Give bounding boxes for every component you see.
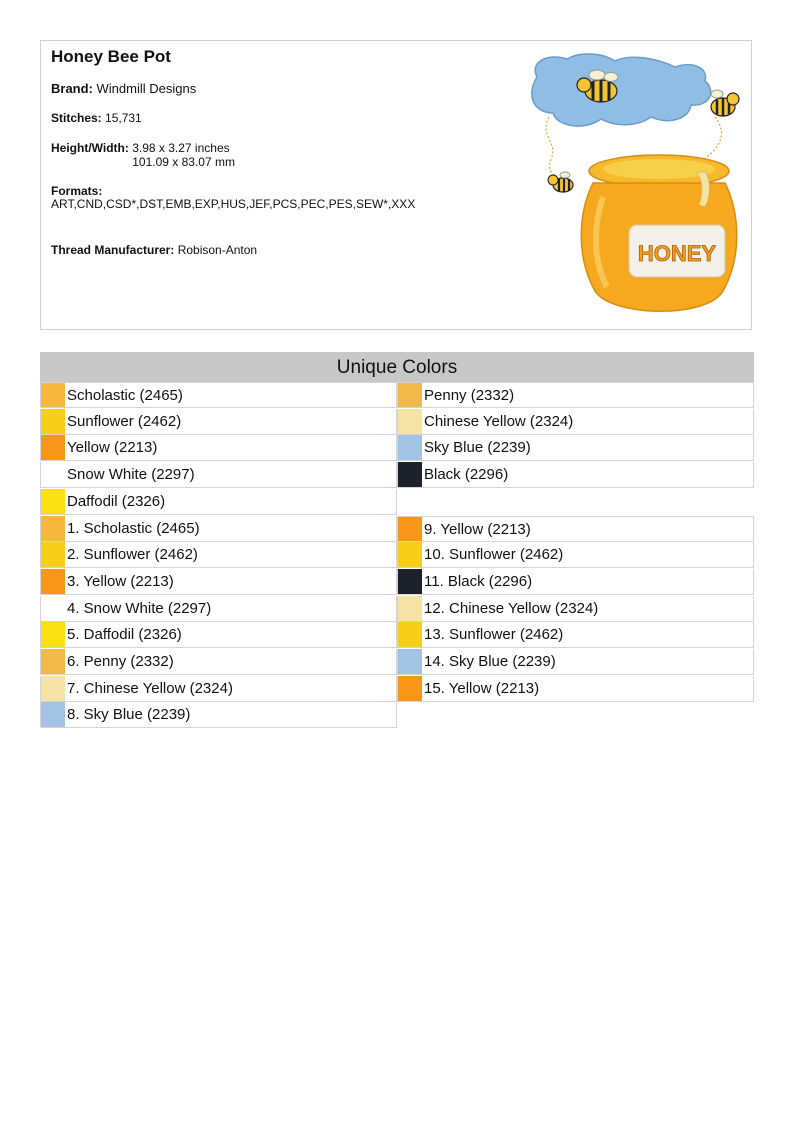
color-row xyxy=(397,462,754,488)
color-row xyxy=(40,462,397,488)
color-name: Scholastic (2465) xyxy=(67,387,183,404)
color-swatch xyxy=(41,409,65,434)
color-name: Daffodil (2326) xyxy=(67,492,166,510)
color-row xyxy=(40,516,397,542)
bee-icon-3 xyxy=(548,172,573,192)
color-name: 13. Sunflower (2462) xyxy=(424,626,564,644)
color-swatch xyxy=(398,676,422,701)
color-row xyxy=(40,596,397,622)
brand-value: Windmill Designs xyxy=(96,81,197,96)
color-name: 10. Sunflower (2462) xyxy=(424,546,564,564)
color-row xyxy=(40,382,397,408)
thread-manufacturer-value: Robison-Anton xyxy=(177,243,258,257)
color-swatch xyxy=(41,462,65,487)
color-swatch xyxy=(398,649,422,674)
color-swatch xyxy=(398,409,422,434)
honey-pot-embroidery-image xyxy=(519,47,749,327)
color-name: 11. Black (2296) xyxy=(424,572,533,590)
color-name: Penny (2332) xyxy=(424,387,515,404)
color-row xyxy=(397,596,754,622)
sky-cloud xyxy=(532,54,711,126)
color-row xyxy=(40,435,397,461)
design-title: Honey Bee Pot xyxy=(51,47,171,66)
color-swatch xyxy=(41,622,65,647)
color-row xyxy=(40,702,397,728)
color-name: 4. Snow White (2297) xyxy=(67,599,212,617)
design-info-panel xyxy=(40,40,752,330)
thread-manufacturer-label: Thread Manufacturer: xyxy=(51,243,175,257)
color-name: Black (2296) xyxy=(424,466,509,484)
color-row xyxy=(397,409,754,435)
color-row xyxy=(397,435,754,461)
color-swatch xyxy=(398,596,422,621)
formats-value: ART,CND,CSD*,DST,EMB,EXP,HUS,JEF,PCS,PEC,PES,SEW*,XXX xyxy=(51,197,416,211)
brand-field xyxy=(51,82,196,96)
color-swatch xyxy=(41,596,65,621)
color-name: 9. Yellow (2213) xyxy=(424,520,531,538)
bee-icon-2 xyxy=(711,90,739,116)
color-name: 14. Sky Blue (2239) xyxy=(424,653,556,670)
height-width-field xyxy=(51,141,235,169)
color-row xyxy=(40,569,397,595)
color-name: Sky Blue (2239) xyxy=(424,439,531,457)
color-name: 8. Sky Blue (2239) xyxy=(67,706,191,724)
stitches-field xyxy=(51,111,142,125)
color-swatch xyxy=(398,569,422,594)
color-name: Yellow (2213) xyxy=(67,439,158,457)
color-swatch xyxy=(41,569,65,594)
stitches-value: 15,731 xyxy=(105,111,142,125)
color-row xyxy=(397,542,754,568)
color-name: 2. Sunflower (2462) xyxy=(67,546,198,564)
honey-pot-icon xyxy=(581,155,737,311)
color-swatch xyxy=(398,622,422,647)
height-width-inches: 3.98 x 3.27 inches xyxy=(132,141,230,155)
color-swatch xyxy=(41,435,65,460)
color-name: 6. Penny (2332) xyxy=(67,653,174,670)
height-width-label: Height/Width: xyxy=(51,141,129,155)
color-name: 5. Daffodil (2326) xyxy=(67,626,182,644)
stitches-label: Stitches: xyxy=(51,111,102,125)
color-name: Sunflower (2462) xyxy=(67,412,182,430)
formats-label: Formats: xyxy=(51,184,103,198)
color-swatch xyxy=(398,542,422,567)
brand-label: Brand: xyxy=(51,81,93,96)
color-swatch xyxy=(41,489,65,514)
color-row xyxy=(397,569,754,595)
color-row xyxy=(397,382,754,408)
color-row xyxy=(40,676,397,702)
color-name: 7. Chinese Yellow (2324) xyxy=(67,679,233,697)
color-row xyxy=(40,542,397,568)
color-row xyxy=(40,622,397,648)
color-row xyxy=(40,409,397,435)
color-row xyxy=(397,516,754,542)
color-name: 12. Chinese Yellow (2324) xyxy=(424,599,599,617)
color-row xyxy=(397,622,754,648)
color-swatch xyxy=(41,649,65,674)
color-swatch xyxy=(41,676,65,701)
color-name: Snow White (2297) xyxy=(67,466,195,484)
height-width-mm: 101.09 x 83.07 mm xyxy=(132,155,235,169)
color-row xyxy=(40,649,397,675)
color-row xyxy=(397,676,754,702)
color-name: 1. Scholastic (2465) xyxy=(67,519,200,537)
color-swatch xyxy=(41,542,65,567)
color-swatch xyxy=(41,383,65,407)
color-swatch xyxy=(398,435,422,460)
unique-colors-header: Unique Colors xyxy=(40,352,754,382)
thread-manufacturer-field xyxy=(51,243,257,257)
pot-label-text: HONEY xyxy=(637,241,717,266)
color-swatch xyxy=(398,462,422,487)
color-swatch xyxy=(41,516,65,541)
color-name: 3. Yellow (2213) xyxy=(67,572,174,590)
color-swatch xyxy=(398,517,422,541)
color-name: 15. Yellow (2213) xyxy=(424,679,540,697)
color-row xyxy=(40,489,397,515)
color-swatch xyxy=(41,702,65,727)
color-swatch xyxy=(398,383,422,407)
formats-field xyxy=(51,185,496,211)
color-row xyxy=(397,649,754,675)
color-name: Chinese Yellow (2324) xyxy=(424,412,574,430)
